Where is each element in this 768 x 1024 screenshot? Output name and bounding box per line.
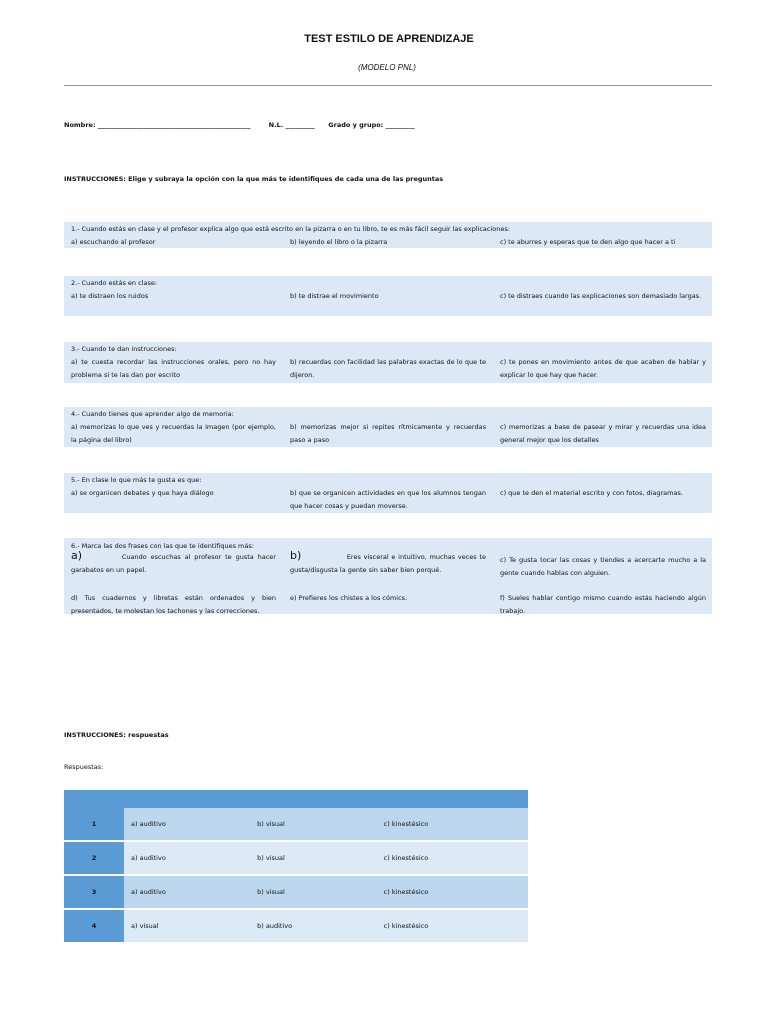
cell-b: b) visual <box>250 808 377 841</box>
option-a[interactable]: a) escuchando al profesor <box>71 238 156 246</box>
option-c[interactable]: c) Te gusta tocar las cosas y tiendes a acercarte mucho a la gente cuando hablas con alguien. <box>500 556 706 577</box>
table-row <box>64 875 528 909</box>
option-c[interactable]: c) que te den el material escrito y con fotos, diagramas. <box>500 489 683 497</box>
cell-c: c) kinestésico <box>377 909 528 943</box>
question-block-3 <box>64 342 712 383</box>
table-row <box>64 808 528 841</box>
header-cell <box>377 790 528 808</box>
question-block-1 <box>64 222 712 248</box>
instructions-text: INSTRUCCIONES: Elige y subraya la opción con la que más te identifiques de cada una de las preguntas <box>64 175 444 183</box>
cell-a: a) auditivo <box>124 808 250 841</box>
header-divider <box>64 85 712 86</box>
question-block-4 <box>64 407 712 447</box>
page-subtitle: (MODELO PNL) <box>358 63 416 72</box>
header-cell <box>250 790 377 808</box>
row-number: 3 <box>64 875 124 909</box>
row-number: 1 <box>64 808 124 841</box>
cell-b: b) visual <box>250 875 377 909</box>
table-row <box>64 909 528 943</box>
option-b[interactable]: b) que se organicen actividades en que los alumnos tengan que hacer cosas y puedan moverse. <box>290 489 486 510</box>
option-b-letter: b) <box>290 549 302 562</box>
answers-table <box>64 790 528 944</box>
answers-instructions: INSTRUCCIONES: respuestas <box>64 731 169 739</box>
option-d[interactable]: d) Tus cuadernos y libretas están ordenados y bien presentados, te molestan los tachones y las correcciones. <box>71 594 276 615</box>
option-a[interactable]: a) se organicen debates y que haya diálogo <box>71 489 214 497</box>
option-a-text: Cuando escuchas al profesor te gusta hacer garabatos en un papel. <box>71 553 276 574</box>
question-text: 5.- En clase lo que más te gusta es que: <box>71 476 202 484</box>
header-cell <box>64 790 124 808</box>
option-c[interactable]: c) memorizas a base de pasear y mirar y recuerdas una idea general mejor que los detalles <box>500 423 706 444</box>
option-b[interactable]: b) recuerdas con facilidad las palabras exactas de lo que te dijeron. <box>290 358 486 379</box>
option-b[interactable] <box>290 550 486 576</box>
question-text: 2.- Cuando estás en clase: <box>71 279 158 287</box>
cell-c: c) kinestésico <box>377 841 528 875</box>
cell-b: b) auditivo <box>250 909 377 943</box>
option-a[interactable]: a) te cuesta recordar las instrucciones orales, pero no hay problema si te las dan por escrito <box>71 358 276 379</box>
question-text: 4.- Cuando tienes que aprender algo de memoria: <box>71 410 234 418</box>
question-text: 6.- Marca las dos frases con las que te identifiques más: <box>71 542 254 550</box>
student-info-fields: Nombre: _______________________________________________ N.L. _________ Grado y grupo: _________ <box>64 121 415 129</box>
question-block-2 <box>64 276 712 316</box>
cell-a: a) visual <box>124 909 250 943</box>
option-b[interactable]: b) memorizas mejor si repites rítmicamente y recuerdas paso a paso <box>290 423 486 444</box>
cell-a: a) auditivo <box>124 875 250 909</box>
table-row <box>64 841 528 875</box>
option-c[interactable]: c) te pones en movimiento antes de que acaben de hablar y explicar lo que hay que hacer. <box>500 358 706 379</box>
page-title: TEST ESTILO DE APRENDIZAJE <box>304 33 474 45</box>
row-number: 4 <box>64 909 124 943</box>
question-block-5 <box>64 473 712 513</box>
question-block-6 <box>64 538 712 614</box>
answers-label: Respuestas: <box>64 763 104 771</box>
option-b[interactable]: b) te distrae el movimiento <box>290 292 379 300</box>
option-a[interactable]: a) te distraen los ruidos <box>71 292 149 300</box>
cell-b: b) visual <box>250 841 377 875</box>
option-a-letter: a) <box>71 549 83 562</box>
option-e[interactable]: e) Prefieres los chistes a los cómics. <box>290 594 408 602</box>
question-text: 3.- Cuando te dan instrucciones: <box>71 345 177 353</box>
question-text: 1.- Cuando estás en clase y el profesor explica algo que está escrito en la pizarra o en tu libro, te es más fácil seguir las explicaciones: <box>71 225 510 233</box>
option-b-text: Eres visceral e intuitivo, muchas veces te gusta/disgusta la gente sin saber bien porqué. <box>290 553 486 574</box>
option-a[interactable] <box>71 550 276 576</box>
option-c[interactable]: c) te aburres y esperas que te den algo que hacer a ti <box>500 238 676 246</box>
cell-a: a) auditivo <box>124 841 250 875</box>
option-a[interactable]: a) memorizas lo que ves y recuerdas la imagen (por ejemplo, la página del libro) <box>71 423 276 444</box>
cell-c: c) kinestésico <box>377 875 528 909</box>
option-b[interactable]: b) leyendo el libro o la pizarra <box>290 238 388 246</box>
cell-c: c) kinestésico <box>377 808 528 841</box>
header-cell <box>124 790 250 808</box>
row-number: 2 <box>64 841 124 875</box>
table-header-row <box>64 790 528 808</box>
option-f[interactable]: f) Sueles hablar contigo mismo cuando estás haciendo algún trabajo. <box>500 594 706 615</box>
option-c[interactable]: c) te distraes cuando las explicaciones son demasiado largas. <box>500 292 702 300</box>
